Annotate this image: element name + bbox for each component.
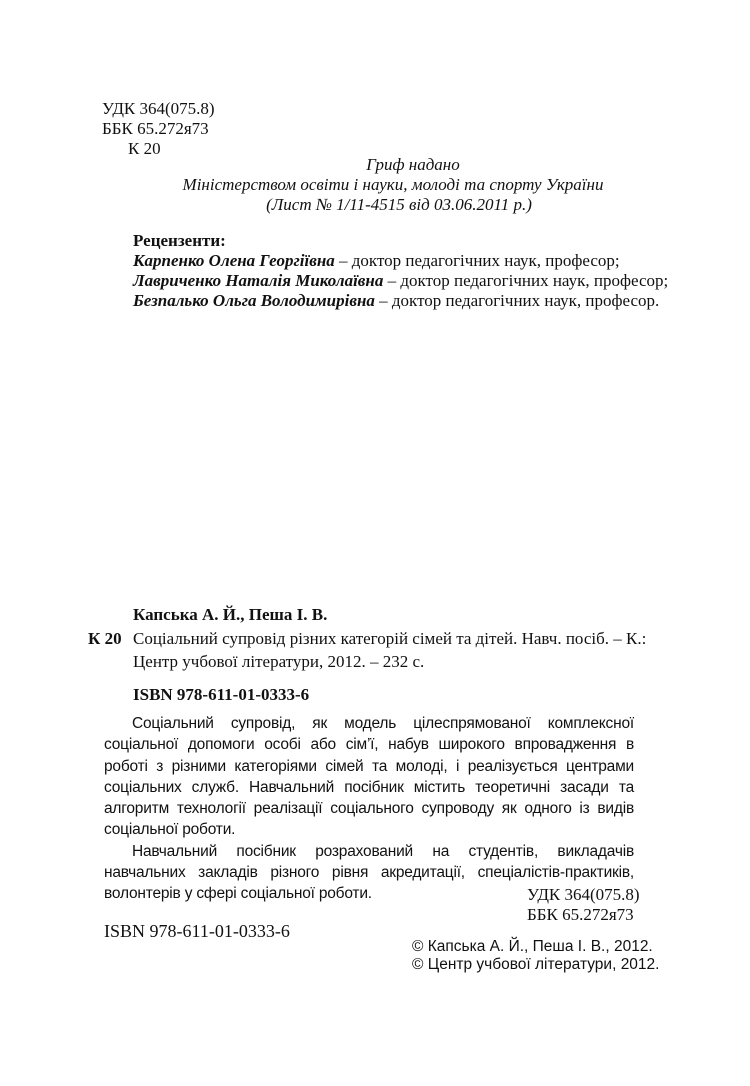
reviewer-3 (133, 291, 668, 311)
udk-code: УДК 364(075.8) (102, 99, 215, 118)
copyright-block (412, 938, 659, 974)
bib-code: К 20 (88, 629, 122, 648)
reviewer-1 (133, 251, 668, 271)
approval-line-2: Міністерством освіти і науки, молоді та спорту України (182, 175, 604, 194)
copyright-publisher: © Центр учбової літератури, 2012. (412, 956, 660, 973)
classification-codes-bottom (527, 885, 640, 925)
bbk-code-bottom: ББК 65.272я73 (527, 905, 634, 924)
copyright-authors: © Капська А. Й., Пеша І. В., 2012. (412, 938, 653, 955)
isbn-bottom: ISBN 978-611-01-0333-6 (104, 921, 290, 941)
bib-isbn: ISBN 978-611-01-0333-6 (133, 685, 310, 704)
abstract-paragraph-2: Навчальний посібник розрахований на студентів, викладачів навчальних закладів різного рівня акредитації, спеціалістів-практиків, волонтерів у сфері соціальної роботи. (104, 842, 634, 903)
bib-authors: Капська А. Й., Пеша І. В. (133, 605, 328, 624)
approval-note (0, 155, 750, 215)
reviewer-name: Карпенко Олена Георгіївна (133, 251, 335, 270)
reviewer-role: – доктор педагогічних наук, професор; (334, 251, 620, 270)
abstract (104, 713, 634, 905)
reviewer-2 (133, 271, 668, 291)
reviewers-heading: Рецензенти: (133, 231, 226, 250)
abstract-paragraph-1: Соціальний супровід, як модель цілеспрямованої комплексної соціальної допомоги особі або сім’ї, набув широкого впровадження в роботі з різними категоріями сімей та молоді, і реалізується центрами соціальних служб. Навчальний посібник містить теоретичні засади та алгоритм технології реалізації соціального супроводу як одного із видів соціальної роботи. (104, 715, 634, 839)
reviewers-block (133, 231, 668, 311)
approval-line-3: (Лист № 1/11-4515 від 03.06.2011 р.) (266, 195, 532, 214)
bib-title-line-2: Центр учбової літератури, 2012. – 232 с. (133, 652, 425, 671)
bbk-code: ББК 65.272я73 (102, 119, 209, 138)
reviewer-role: – доктор педагогічних наук, професор. (374, 291, 660, 310)
classification-codes-top (102, 99, 215, 159)
reviewer-role: – доктор педагогічних наук, професор; (383, 271, 669, 290)
udk-code-bottom: УДК 364(075.8) (527, 885, 640, 904)
reviewer-name: Безпалько Ольга Володимирівна (133, 291, 375, 310)
reviewer-name: Лавриченко Наталія Миколаївна (133, 271, 384, 290)
approval-line-1: Гриф надано (366, 155, 460, 174)
author-mark: К 20 (128, 139, 161, 158)
bib-title-line-1: Соціальний супровід різних категорій сімей та дітей. Навч. посіб. – К.: (133, 629, 647, 648)
